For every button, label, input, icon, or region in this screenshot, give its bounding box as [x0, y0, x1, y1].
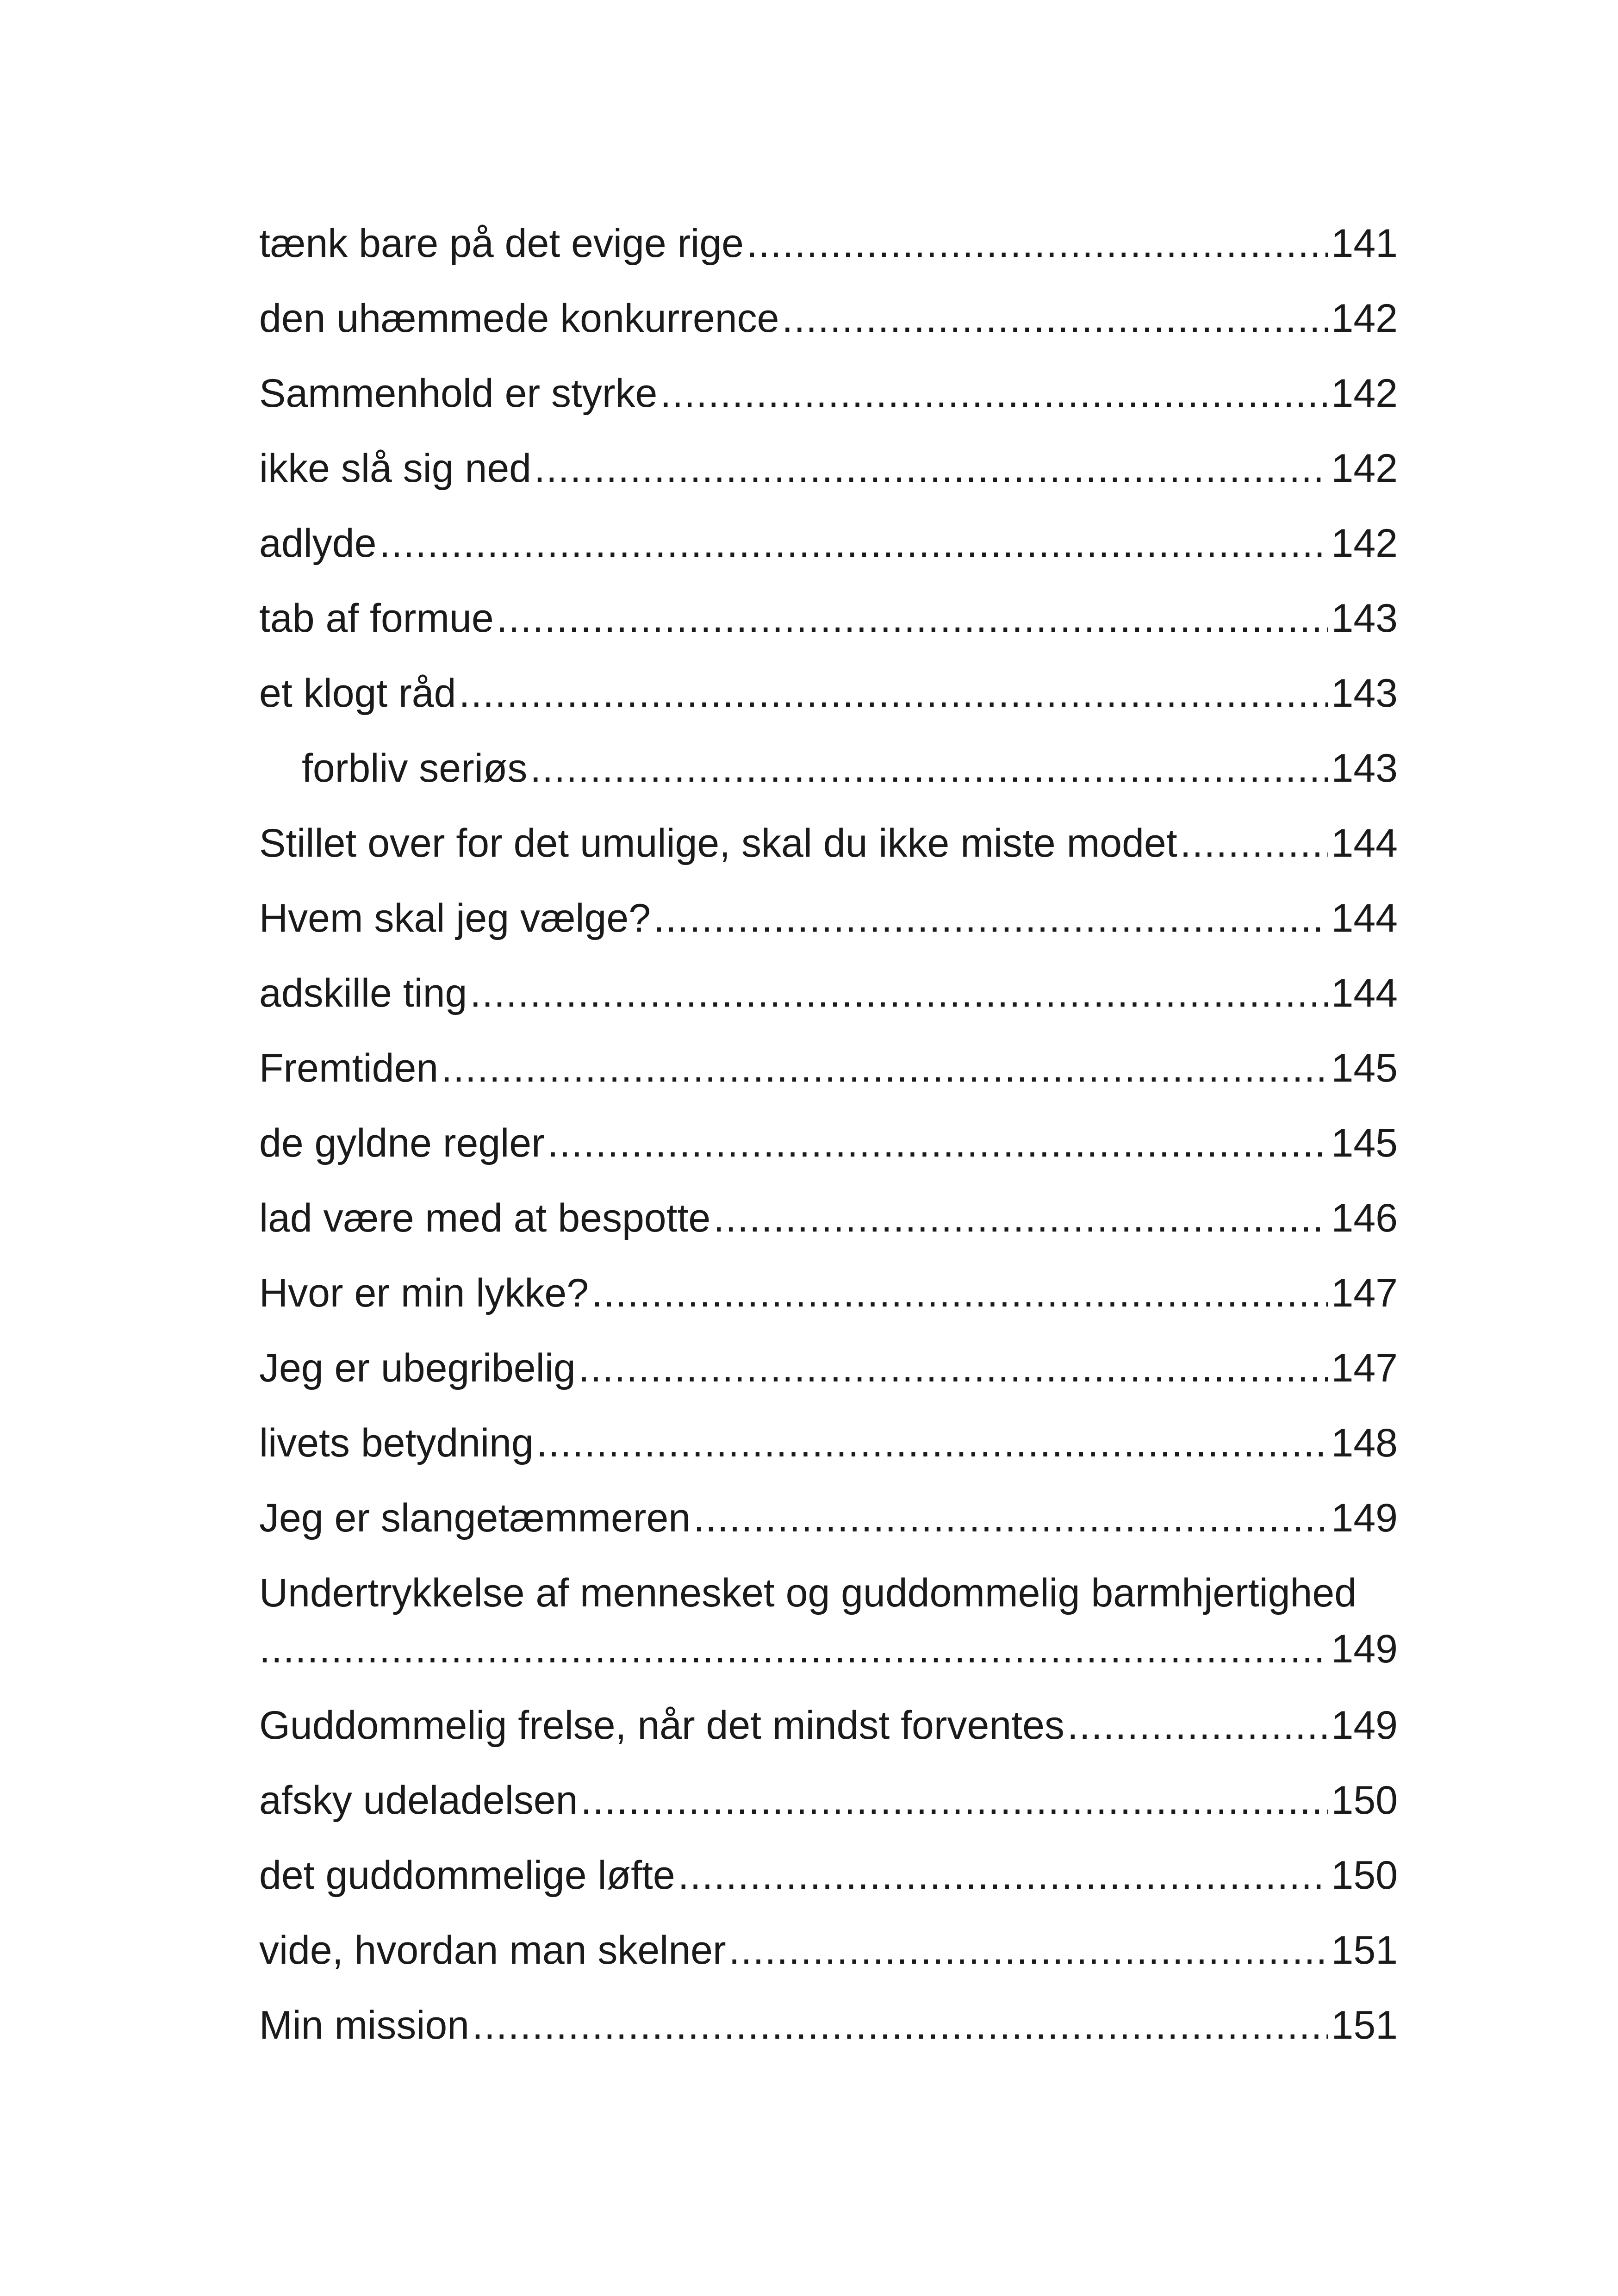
toc-entry-title: Jeg er ubegribelig: [259, 1346, 576, 1390]
toc-entry[interactable]: [259, 581, 1398, 656]
toc-entry-page: 145: [1331, 1046, 1398, 1090]
toc-entry[interactable]: [259, 656, 1398, 731]
toc-entry[interactable]: [259, 1763, 1398, 1838]
toc-entry[interactable]: [259, 281, 1398, 356]
toc-entry-page: 149: [1331, 1627, 1398, 1671]
dot-leader: [591, 1256, 1327, 1331]
toc-entry[interactable]: [259, 1838, 1398, 1913]
dot-leader: [653, 881, 1327, 956]
toc-entry[interactable]: [259, 1031, 1398, 1106]
toc-entry-title: det guddommelige løfte: [259, 1853, 675, 1898]
dot-leader: [678, 1838, 1328, 1913]
toc-entry-page: 144: [1331, 821, 1398, 865]
toc-entry[interactable]: [259, 956, 1398, 1031]
toc-entry-title: Guddommelig frelse, når det mindst forventes: [259, 1703, 1064, 1748]
toc-entry[interactable]: [259, 1481, 1398, 1556]
toc-entry-title: tab af formue: [259, 596, 494, 641]
toc-entry-page: 149: [1331, 1703, 1398, 1748]
toc-entry-page: 143: [1331, 671, 1398, 716]
dot-leader: [441, 1031, 1327, 1106]
toc-entry-page: 142: [1331, 371, 1398, 416]
dot-leader: [747, 206, 1328, 281]
toc-entry-title: de gyldne regler: [259, 1121, 545, 1165]
toc-entry-indented[interactable]: [259, 731, 1398, 806]
toc-entry[interactable]: [259, 506, 1398, 581]
toc-entry-title: livets betydning: [259, 1421, 534, 1465]
toc-entry-title: lad være med at bespotte: [259, 1196, 711, 1240]
toc-entry-page: 149: [1331, 1496, 1398, 1540]
dot-leader: [548, 1106, 1328, 1181]
toc-entry-page: 151: [1331, 1928, 1398, 1972]
toc-entry-page: 146: [1331, 1196, 1398, 1240]
toc-entry-page: 143: [1331, 746, 1398, 790]
toc-entry[interactable]: [259, 1181, 1398, 1256]
toc-entry-title: afsky udeladelsen: [259, 1778, 578, 1823]
dot-leader: [459, 656, 1327, 731]
dot-leader: [729, 1913, 1328, 1988]
toc-entry-page: 148: [1331, 1421, 1398, 1465]
toc-entry[interactable]: [259, 1406, 1398, 1481]
dot-leader: [472, 1988, 1328, 2063]
toc-entry-page: 144: [1331, 896, 1398, 940]
dot-leader: [660, 356, 1327, 431]
toc-entry-title: Fremtiden: [259, 1046, 439, 1090]
dot-leader: [497, 581, 1328, 656]
toc-entry-title: den uhæmmede konkurrence: [259, 296, 779, 341]
toc-entry[interactable]: [259, 1913, 1398, 1988]
toc-entry-page: 150: [1331, 1778, 1398, 1823]
toc-entry-page: 142: [1331, 296, 1398, 341]
toc-entry[interactable]: [259, 806, 1398, 881]
toc-entry-page: 151: [1331, 2003, 1398, 2047]
dot-leader: [379, 506, 1327, 581]
toc-entry-title: Stillet over for det umulige, skal du ikke miste modet: [259, 821, 1177, 865]
toc-entry-title: Hvor er min lykke?: [259, 1271, 589, 1315]
toc-entry-page: 147: [1331, 1271, 1398, 1315]
toc-entry-page: 147: [1331, 1346, 1398, 1390]
toc-entry[interactable]: [259, 1688, 1398, 1763]
toc-entry-title: Jeg er slangetæmmeren: [259, 1496, 691, 1540]
toc-entry[interactable]: [259, 1106, 1398, 1181]
toc-entry-title: Undertrykkelse af mennesket og guddommelig barmhjertighed: [259, 1571, 1357, 1615]
dot-leader: [713, 1181, 1327, 1256]
toc-entry-title: Sammenhold er styrke: [259, 371, 658, 416]
toc-entry-wrapped[interactable]: [259, 1556, 1398, 1688]
toc-entry-title: ikke slå sig ned: [259, 446, 531, 491]
toc-entry-title: tænk bare på det evige rige: [259, 221, 744, 266]
toc-entry-page: 145: [1331, 1121, 1398, 1165]
toc-entry-title: forbliv seriøs: [302, 746, 528, 790]
dot-leader: [259, 1610, 1328, 1688]
dot-leader: [782, 281, 1327, 356]
dot-leader: [536, 1406, 1328, 1481]
dot-leader: [470, 956, 1327, 1031]
toc-entry-title: adlyde: [259, 521, 377, 566]
toc-entry-page: 142: [1331, 446, 1398, 491]
toc-entry[interactable]: [259, 431, 1398, 506]
dot-leader: [1067, 1688, 1328, 1763]
toc-entry-title: adskille ting: [259, 971, 467, 1015]
dot-leader: [579, 1331, 1328, 1406]
dot-leader: [693, 1481, 1327, 1556]
dot-leader: [580, 1763, 1327, 1838]
dot-leader: [530, 731, 1327, 806]
toc-entry[interactable]: [259, 1331, 1398, 1406]
toc-entry[interactable]: [259, 206, 1398, 281]
toc-entry-page: 144: [1331, 971, 1398, 1015]
toc-entry[interactable]: [259, 1988, 1398, 2063]
dot-leader: [1180, 806, 1328, 881]
toc-entry[interactable]: [259, 356, 1398, 431]
toc-entry-title: vide, hvordan man skelner: [259, 1928, 726, 1972]
toc-entry-page: 142: [1331, 521, 1398, 566]
toc-entry[interactable]: [259, 1256, 1398, 1331]
toc-entry-page: 150: [1331, 1853, 1398, 1898]
toc-entry-page: 141: [1331, 221, 1398, 266]
toc-entry-title: Hvem skal jeg vælge?: [259, 896, 651, 940]
toc-entry-title: Min mission: [259, 2003, 469, 2047]
toc-entry-continuation: [259, 1610, 1398, 1688]
dot-leader: [534, 431, 1328, 506]
table-of-contents: [259, 206, 1398, 2063]
toc-entry-page: 143: [1331, 596, 1398, 641]
toc-entry-title: et klogt råd: [259, 671, 456, 716]
toc-entry[interactable]: [259, 881, 1398, 956]
